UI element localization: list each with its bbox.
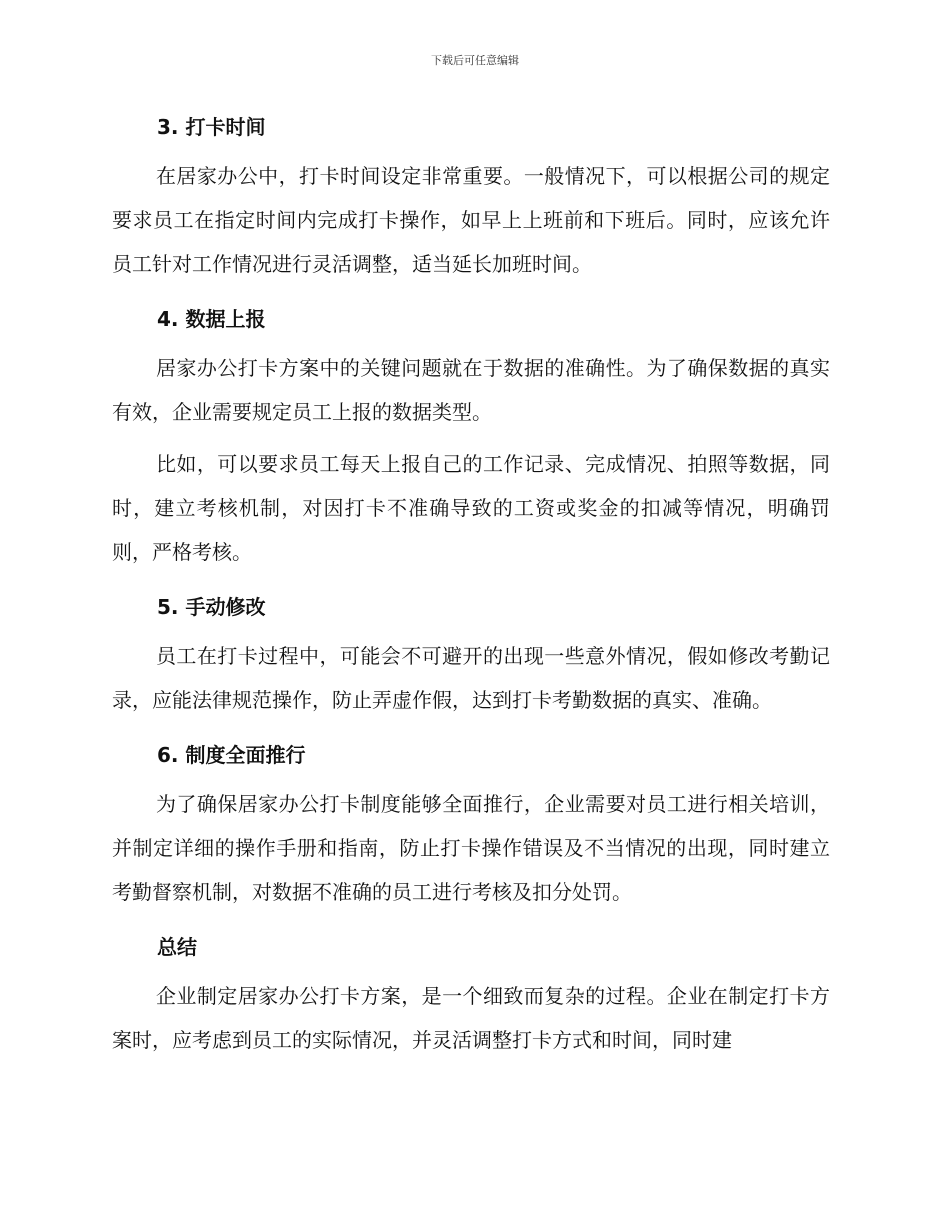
section-clock-in-time <box>112 110 830 302</box>
section-heading: 5. 手动修改 <box>157 595 266 619</box>
paragraph: 企业制定居家办公打卡方案，是一个细致而复杂的过程。企业在制定打卡方案时，应考虑到员工的实际情况，并灵活调整打卡方式和时间，同时建 <box>112 984 830 1052</box>
section-data-reporting <box>112 302 830 590</box>
document-body <box>112 110 830 1062</box>
section-manual-edit <box>112 590 830 738</box>
section-full-implementation <box>112 738 830 930</box>
paragraph: 为了确保居家办公打卡制度能够全面推行，企业需要对员工进行相关培训，并制定详细的操作手册和指南，防止打卡操作错误及不当情况的出现，同时建立考勤督察机制，对数据不准确的员工进行考核及扣分处罚。 <box>112 792 830 904</box>
section-heading: 6. 制度全面推行 <box>157 743 306 767</box>
paragraph: 员工在打卡过程中，可能会不可避开的出现一些意外情况，假如修改考勤记录，应能法律规范操作，防止弄虚作假，达到打卡考勤数据的真实、准确。 <box>112 644 830 712</box>
header-note: 下载后可任意编辑 <box>431 54 519 67</box>
paragraph: 比如，可以要求员工每天上报自己的工作记录、完成情况、拍照等数据，同时，建立考核机制，对因打卡不准确导致的工资或奖金的扣减等情况，明确罚则，严格考核。 <box>112 452 830 564</box>
section-heading: 总结 <box>157 935 197 959</box>
paragraph: 在居家办公中，打卡时间设定非常重要。一般情况下，可以根据公司的规定要求员工在指定时间内完成打卡操作，如早上上班前和下班后。同时，应该允许员工针对工作情况进行灵活调整，适当延长加班时间。 <box>112 164 830 276</box>
section-heading: 4. 数据上报 <box>157 307 266 331</box>
paragraph: 居家办公打卡方案中的关键问题就在于数据的准确性。为了确保数据的真实有效，企业需要规定员工上报的数据类型。 <box>112 356 830 424</box>
section-heading: 3. 打卡时间 <box>157 115 266 139</box>
section-summary <box>112 930 830 1062</box>
